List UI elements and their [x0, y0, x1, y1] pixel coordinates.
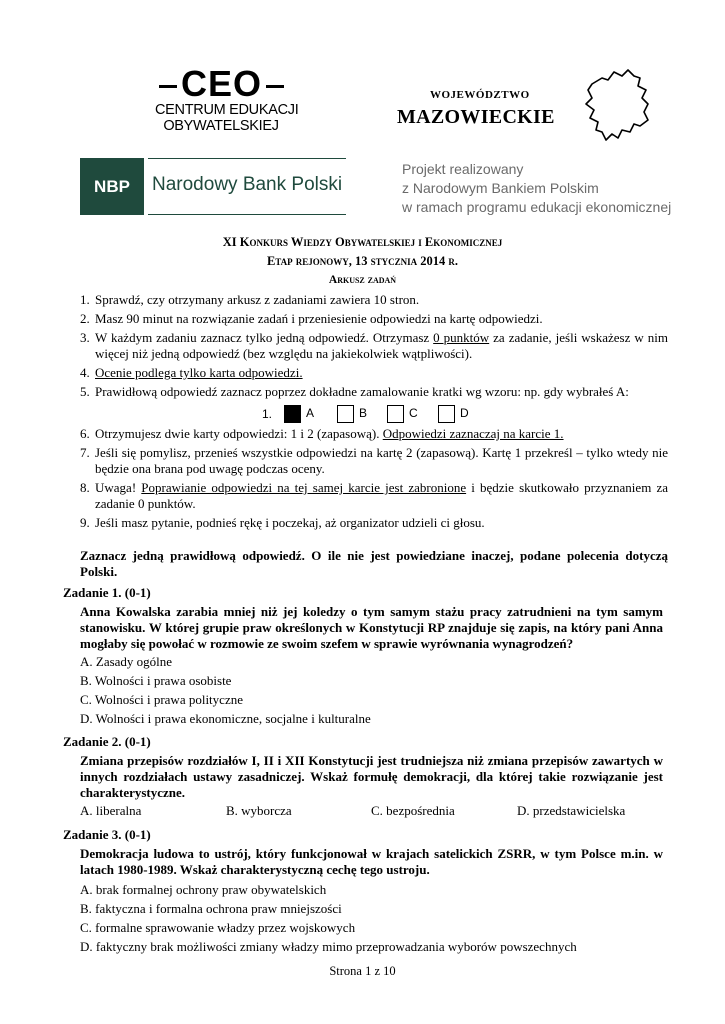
task-2-answer-b: B. wyborcza — [226, 803, 292, 818]
instruction-item: 4. Ocenie podlega tylko karta odpowiedzi. — [80, 365, 303, 380]
task-2-question: Zmiana przepisów rozdziałów I, II i XII Konstytucji jest trudniejsza niż zmiana przepisów zawartych w innych rozdziałach ustawy zasadniczej. Wskaż formułę demokracji, dla której takie rozwiązanie jest charakterystyczne. — [80, 753, 663, 800]
task-3-answer-d: D. faktyczny brak możliwości zmiany władzy mimo przeprowadzania wyborów powszechnych — [80, 939, 577, 954]
task-3-question: Demokracja ludowa to ustrój, który funkcjonował w krajach satelickich ZSRR, w tym Polsce m.in. w latach 1980-1989. Wskaż charakterystyczną cechę tego ustroju. — [80, 846, 663, 877]
stage-date: Etap rejonowy, 13 stycznia 2014 r. — [266, 254, 459, 268]
task-2-title: Zadanie 2. (0-1) — [63, 734, 151, 749]
task-2-answer-a: A. liberalna — [80, 803, 142, 818]
sample-option-c: C — [387, 405, 418, 423]
task-1-answer-a: A. Zasady ogólne — [80, 654, 173, 669]
task-3-answer-a: A. brak formalnej ochrony praw obywatelskich — [80, 882, 327, 897]
project-info — [402, 160, 671, 217]
task-1-answer-c: C. Wolności i prawa polityczne — [80, 692, 243, 707]
sample-number: 1. — [262, 407, 273, 421]
project-line: Projekt realizowany — [402, 161, 524, 177]
sample-option-d: D — [438, 405, 469, 423]
instruction-item: 6. Otrzymujesz dwie karty odpowiedzi: 1 i 2 (zapasową). Odpowiedzi zaznaczaj na karcie 1. — [80, 426, 564, 441]
ceo-logo-mark: CEO — [155, 66, 287, 102]
nbp-name: Narodowy Bank Polski — [152, 174, 343, 195]
instructions-list — [80, 292, 668, 403]
mazowieckie-map-icon — [578, 66, 654, 144]
contest-title: XI Konkurs Wiedzy Obywatelskiej i Ekonomicznej — [222, 235, 503, 249]
voivodeship-name: MAZOWIECKIE — [397, 106, 555, 128]
instruction-item: 1. Sprawdź, czy otrzymany arkusz z zadaniami zawiera 10 stron. — [80, 292, 420, 307]
task-1-title: Zadanie 1. (0-1) — [63, 585, 151, 600]
instructions-list-cont — [80, 426, 668, 534]
task-3-title: Zadanie 3. (0-1) — [63, 827, 151, 842]
nbp-name-frame — [148, 158, 346, 215]
general-note: Zaznacz jedną prawidłową odpowiedź. O ile nie jest powiedziane inaczej, podane polecenia dotyczą Polski. — [80, 548, 668, 579]
nbp-logo: NBP — [80, 158, 144, 215]
task-1-answer-b: B. Wolności i prawa osobiste — [80, 673, 232, 688]
voivodeship-label: WOJEWÓDZTWO — [430, 89, 530, 101]
sample-option-a: A — [284, 405, 314, 423]
task-2-answer-d: D. przedstawicielska — [517, 803, 626, 818]
ceo-logo-line2: OBYWATELSKIEJ — [163, 118, 279, 134]
task-1-question: Anna Kowalska zarabia mniej niż jej koledzy o tym samym stażu pracy zatrudnieni na tym samym stanowisku. W której grupie praw określonych w Konstytucji RP znajduje się zapis, na który pani Anna mogłaby się powołać w rozmowie ze swoim szefem w sprawie wyrównania wynagrodzeń? — [80, 604, 663, 651]
task-1-answer-d: D. Wolności i prawa ekonomiczne, socjalne i kulturalne — [80, 711, 371, 726]
project-line: w ramach programu edukacji ekonomicznej — [402, 199, 672, 215]
sample-option-b: B — [337, 405, 367, 423]
instruction-item: 9. Jeśli masz pytanie, podnieś rękę i poczekaj, aż organizator udzieli ci głosu. — [80, 515, 485, 530]
instruction-item: 5. Prawidłową odpowiedź zaznacz poprzez dokładne zamalowanie kratki wg wzoru: np. gdy wybrałeś A: — [80, 384, 629, 399]
ceo-logo-line1: CENTRUM EDUKACJI — [155, 102, 299, 118]
page-footer: Strona 1 z 10 — [329, 964, 396, 978]
project-line: z Narodowym Bankiem Polskim — [402, 180, 599, 196]
instruction-item: 2. Masz 90 minut na rozwiązanie zadań i przeniesienie odpowiedzi na kartę odpowiedzi. — [80, 311, 543, 326]
task-2-answer-c: C. bezpośrednia — [371, 803, 455, 818]
ceo-logo — [155, 63, 299, 134]
sheet-title: Arkusz zadań — [328, 274, 397, 286]
task-3-answer-b: B. faktyczna i formalna ochrona praw mniejszości — [80, 901, 342, 916]
instruction-item: 3. W każdym zadaniu zaznacz tylko jedną odpowiedź. Otrzymasz 0 punktów za zadanie, jeśli wskażesz w nim więcej niż jedną odpowiedź (bez względu na jakiekolwiek wątpliwości). — [80, 330, 668, 361]
task-3-answer-c: C. formalne sprawowanie władzy przez wojskowych — [80, 920, 356, 935]
instruction-item: 7. Jeśli się pomylisz, przenieś wszystkie odpowiedzi na kartę 2 (zapasową). Kartę 1 przekreśl – tylko wtedy nie będzie ona brana pod uwagę podczas oceny. — [80, 445, 668, 476]
instruction-item: 8. Uwaga! Poprawianie odpowiedzi na tej samej karcie jest zabronione i będzie skutkowało przyznaniem za zadanie 0 punktów. — [80, 480, 668, 511]
